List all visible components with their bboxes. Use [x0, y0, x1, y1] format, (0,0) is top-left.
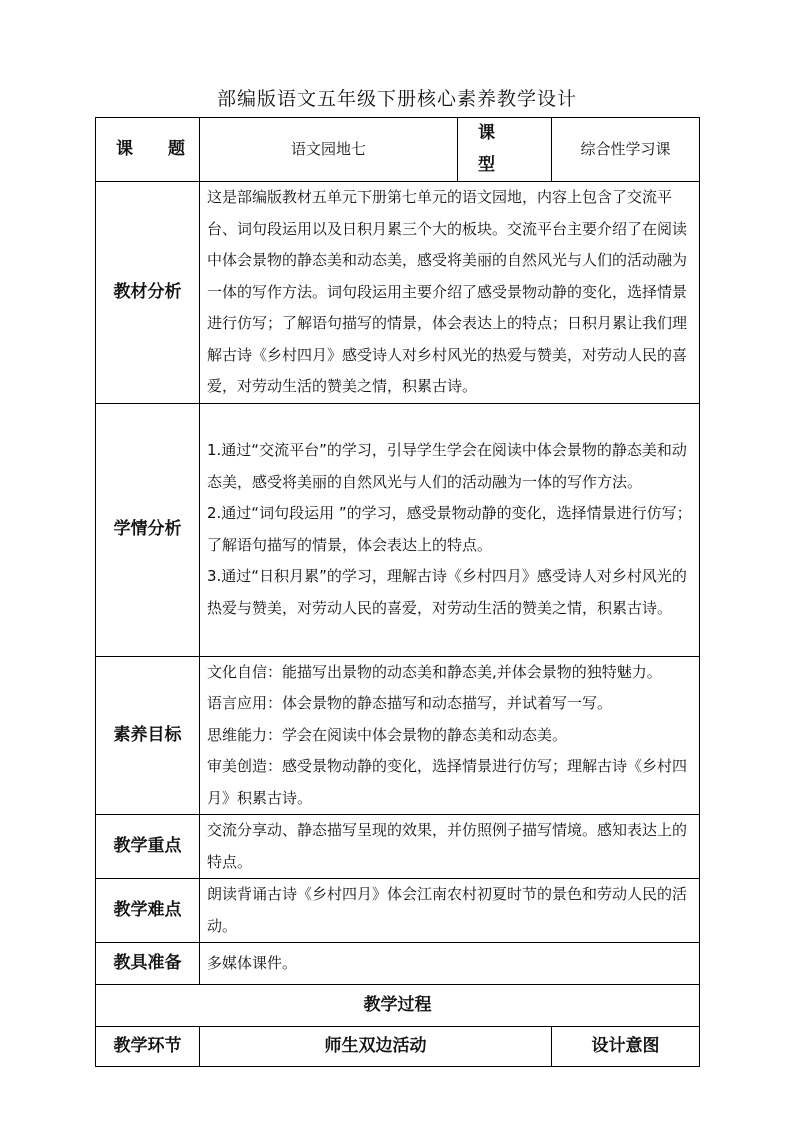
column-activity: 师生双边活动 — [200, 1027, 552, 1067]
column-stage: 教学环节 — [96, 1027, 200, 1067]
type-value: 综合性学习课 — [552, 118, 700, 182]
student-analysis-label: 学情分析 — [96, 403, 200, 656]
student-analysis-item: 1.通过“交流平台”的学习，引导学生学会在阅读中体会景物的静态美和动态美，感受将美丽的自然风光与人们的活动融为一体的写作方法。 — [207, 441, 687, 491]
key-points-text: 交流分享动、静态描写呈现的效果，并仿照例子描写情境。感知表达上的特点。 — [200, 815, 700, 879]
process-heading: 教学过程 — [96, 985, 700, 1027]
type-label: 课 型 — [458, 118, 552, 182]
header-row — [96, 118, 700, 182]
difficult-points-text: 朗读背诵古诗《乡村四月》体会江南农村初夏时节的景色和劳动人民的活动。 — [200, 879, 700, 943]
literacy-goals-content — [200, 656, 700, 815]
student-analysis-content — [200, 403, 700, 656]
process-columns-row — [96, 1027, 700, 1067]
topic-label: 课 题 — [96, 118, 200, 182]
teaching-aids-text: 多媒体课件。 — [200, 943, 700, 985]
difficult-points-label: 教学难点 — [96, 879, 200, 943]
literacy-goal-item: 语言应用：体会景物的静态描写和动态描写，并试着写一写。 — [207, 694, 613, 712]
key-points-label: 教学重点 — [96, 815, 200, 879]
literacy-goal-item: 思维能力：学会在阅读中体会景物的静态美和动态美。 — [207, 725, 568, 744]
teaching-aids-row — [96, 943, 700, 985]
column-intent: 设计意图 — [552, 1027, 700, 1067]
document-title: 部编版语文五年级下册核心素养教学设计 — [216, 88, 577, 110]
student-analysis-item: 2.通过“词句段运用 ”的学习，感受景物动静的变化，选择情景进行仿写；了解语句描写的情景，体会表达上的特点。 — [207, 504, 692, 554]
teaching-aids-label: 教具准备 — [96, 943, 200, 985]
lesson-plan-table — [95, 117, 700, 1067]
literacy-goals-row — [96, 656, 700, 815]
key-points-row — [96, 815, 700, 879]
material-analysis-row — [96, 182, 700, 404]
literacy-goal-item: 文化自信：能描写出景物的动态美和静态美,并体会景物的独特魅力。 — [207, 662, 662, 681]
topic-value: 语文园地七 — [200, 118, 458, 182]
student-analysis-item: 3.通过“日积月累”的学习，理解古诗《乡村四月》感受诗人对乡村风光的热爱与赞美，对劳动人民的喜爱，对劳动生活的赞美之情，积累古诗。 — [207, 567, 687, 617]
difficult-points-row — [96, 879, 700, 943]
material-analysis-label: 教材分析 — [96, 182, 200, 404]
material-analysis-text: 这是部编版教材五单元下册第七单元的语文园地，内容上包含了交流平台、词句段运用以及日积月累三个大的板块。交流平台主要介绍了在阅读中体会景物的静态美和动态美，感受将美丽的自然风光与人们的活动融为一体的写作方法。词句段运用主要介绍了感受景物动静的变化，选择情景进行仿写；了解语句描写的情景，体会表达上的特点；日积月累让我们理解古诗《乡村四月》感受诗人对乡村风光的热爱与赞美，对劳动人民的喜爱，对劳动生活的赞美之情，积累古诗。 — [200, 182, 700, 404]
student-analysis-row — [96, 403, 700, 656]
literacy-goal-item: 审美创造：感受景物动静的变化，选择情景进行仿写；理解古诗《乡村四月》积累古诗。 — [207, 757, 688, 807]
process-heading-row — [96, 985, 700, 1027]
literacy-goals-label: 素养目标 — [96, 656, 200, 815]
